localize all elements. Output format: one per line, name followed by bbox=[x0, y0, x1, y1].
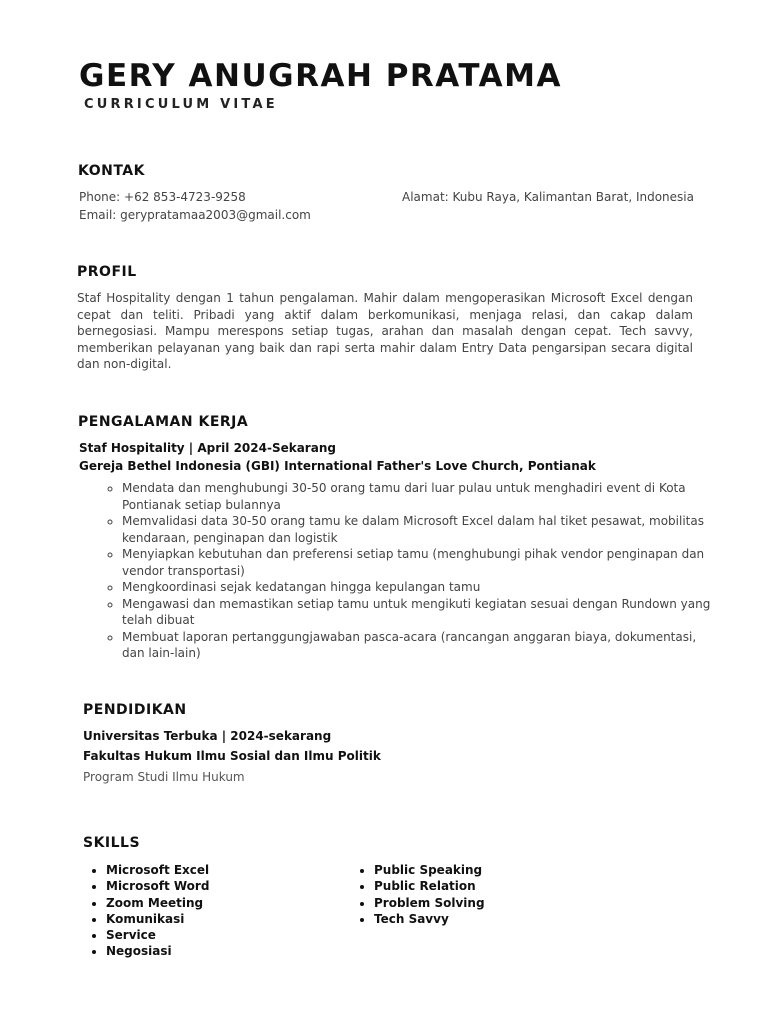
list-item: • Komunikasi bbox=[106, 911, 209, 927]
list-item: ◦ Memvalidasi data 30-50 orang tamu ke dalam Microsoft Excel dalam hal tiket pesawat, mobilitas kendaraan, penginapan dan logistik bbox=[122, 513, 712, 546]
skills-list-right bbox=[356, 862, 485, 927]
contact-title: KONTAK bbox=[78, 163, 145, 179]
list-item: • Public Speaking bbox=[374, 862, 485, 878]
profile-text: Staf Hospitality dengan 1 tahun pengalaman. Mahir dalam mengoperasikan Microsoft Excel dengan cepat dan teliti. Pribadi yang aktif dalam berkomunikasi, menjaga relasi, dan cakap dalam bernegosiasi. Mampu merespons setiap tugas, arahan dan masalah dengan cepat. Tech savvy, memberikan pelayanan yang baik dan rapi serta mahir dalam Entry Data pengarsipan secara digital dan non-digital. bbox=[77, 291, 693, 371]
education-school: Universitas Terbuka | 2024-sekarang bbox=[83, 729, 332, 743]
list-item: • Public Relation bbox=[374, 878, 485, 894]
contact-address: Alamat: Kubu Raya, Kalimantan Barat, Indonesia bbox=[402, 190, 694, 204]
education-faculty: Fakultas Hukum Ilmu Sosial dan Ilmu Politik bbox=[83, 749, 381, 763]
list-item: • Microsoft Excel bbox=[106, 862, 209, 878]
skills-title: SKILLS bbox=[83, 835, 141, 851]
list-item: ◦ Menyiapkan kebutuhan dan preferensi setiap tamu (menghubungi pihak vendor penginapan dan vendor transportasi) bbox=[122, 546, 712, 579]
education-program: Program Studi Ilmu Hukum bbox=[83, 770, 245, 784]
list-item: • Zoom Meeting bbox=[106, 895, 209, 911]
cv-subtitle: CURRICULUM VITAE bbox=[84, 97, 278, 112]
contact-email: Email: gerypratamaa2003@gmail.com bbox=[79, 208, 311, 222]
list-item: ◦ Mengawasi dan memastikan setiap tamu untuk mengikuti kegiatan sesuai dengan Rundown yang telah dibuat bbox=[122, 596, 712, 629]
profile-title: PROFIL bbox=[77, 264, 137, 280]
list-item: • Tech Savvy bbox=[374, 911, 485, 927]
contact-phone: Phone: +62 853-4723-9258 bbox=[79, 190, 246, 204]
list-item: • Service bbox=[106, 927, 209, 943]
list-item: • Microsoft Word bbox=[106, 878, 209, 894]
cv-name: GERY ANUGRAH PRATAMA bbox=[79, 58, 562, 94]
list-item: ◦ Mendata dan menghubungi 30-50 orang tamu dari luar pulau untuk menghadiri event di Kota Pontianak setiap bulannya bbox=[122, 480, 712, 513]
list-item: • Negosiasi bbox=[106, 943, 209, 959]
experience-role: Staf Hospitality | April 2024-Sekarang bbox=[79, 441, 336, 455]
experience-list bbox=[104, 480, 712, 662]
list-item: ◦ Mengkoordinasi sejak kedatangan hingga kepulangan tamu bbox=[122, 579, 712, 596]
list-item: • Problem Solving bbox=[374, 895, 485, 911]
list-item: ◦ Membuat laporan pertanggungjawaban pasca-acara (rancangan anggaran biaya, dokumentasi, dan lain-lain) bbox=[122, 629, 712, 662]
education-title: PENDIDIKAN bbox=[83, 702, 187, 718]
experience-title: PENGALAMAN KERJA bbox=[78, 414, 249, 430]
experience-org: Gereja Bethel Indonesia (GBI) International Father's Love Church, Pontianak bbox=[79, 459, 596, 473]
skills-list-left bbox=[88, 862, 209, 960]
